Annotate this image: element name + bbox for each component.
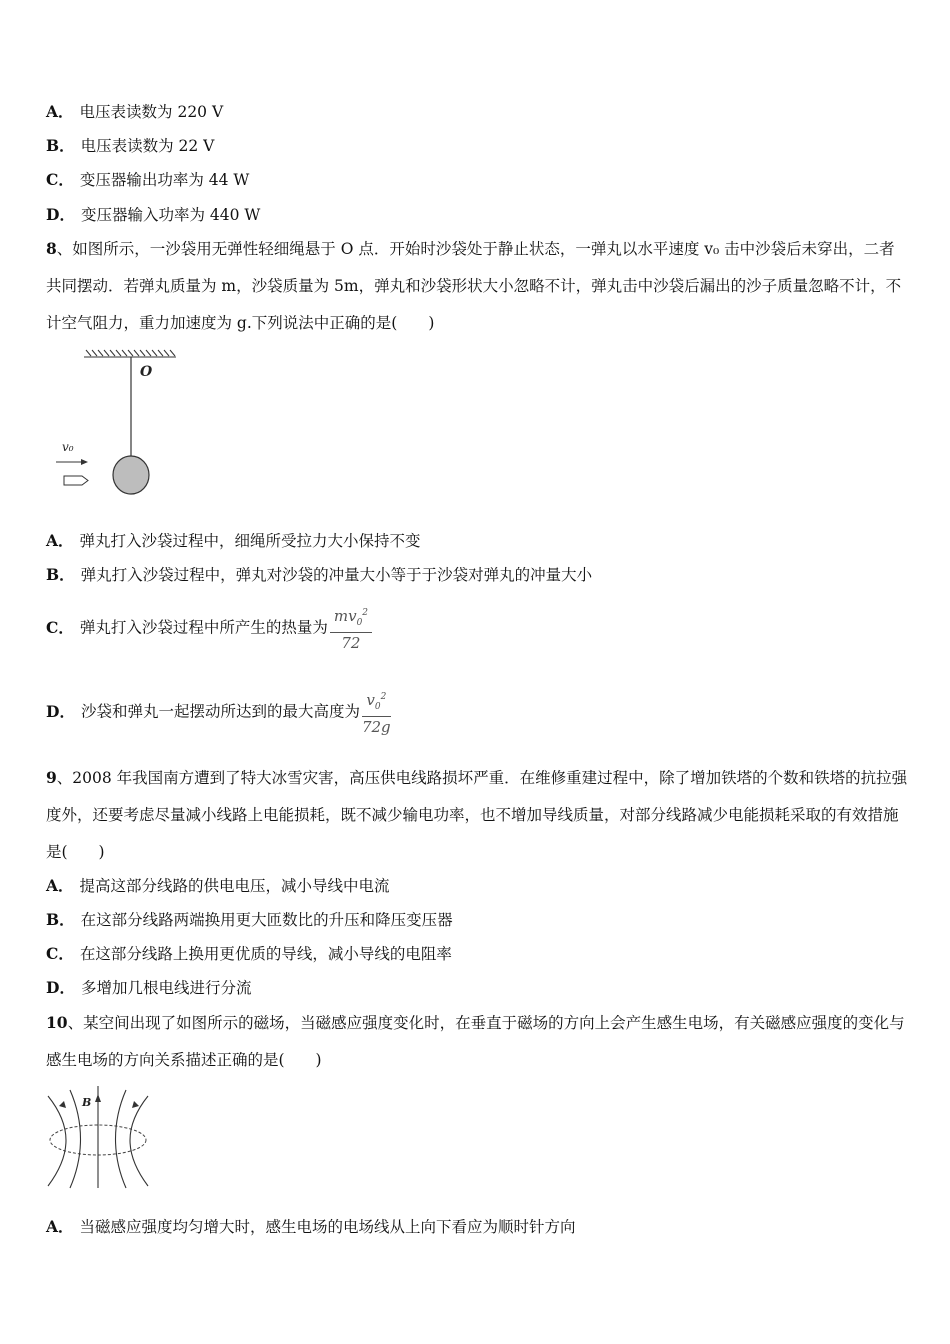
field-line-left-outer bbox=[48, 1096, 66, 1186]
ceiling-hatch bbox=[84, 350, 176, 357]
q10-option-a bbox=[46, 1217, 576, 1237]
q9-option-a bbox=[46, 876, 390, 896]
q9-option-d bbox=[46, 978, 251, 998]
fraction-denominator: 72 bbox=[341, 634, 361, 652]
question-number: 10 bbox=[46, 1013, 68, 1032]
fraction-numerator: $mv_0^2$ bbox=[330, 604, 372, 633]
fraction-denominator: 72g bbox=[361, 718, 391, 736]
option-text: 当磁感应强度均匀增大时，感生电场的电场线从上向下看应为顺时针方向 bbox=[79, 1218, 576, 1236]
q7-option-c bbox=[46, 170, 249, 190]
q7-option-d bbox=[46, 205, 260, 225]
field-line-right-inner bbox=[116, 1090, 127, 1188]
option-text: 电压表读数为 220 V bbox=[79, 103, 224, 121]
option-label: A． bbox=[46, 876, 74, 895]
question-text: 、如图所示，一沙袋用无弹性轻细绳悬于 O 点．开始时沙袋处于静止状态，一弹丸以水平速度 v₀ 击中沙袋后未穿出，二者共同摆动．若弹丸质量为 m，沙袋质量为 5m，弹丸和沙袋形状大小忽略不计，弹丸击中沙袋后漏出的沙子质量忽略不计，不计空气阻力，重力加速度为 g.下列说法中正确的是( ) bbox=[46, 240, 902, 332]
option-label: A． bbox=[46, 1217, 74, 1236]
option-text: 沙袋和弹丸一起摆动所达到的最大高度为 bbox=[80, 702, 360, 721]
q9-option-b bbox=[46, 910, 453, 930]
bullet bbox=[64, 476, 88, 485]
q8-option-d bbox=[46, 688, 391, 737]
question-number: 9 bbox=[46, 768, 57, 787]
point-o-label: O bbox=[140, 364, 153, 380]
option-text: 电压表读数为 22 V bbox=[80, 137, 215, 155]
option-label: A． bbox=[46, 531, 74, 550]
field-line-right-outer bbox=[130, 1096, 148, 1186]
q9-stem bbox=[46, 759, 908, 871]
option-label: B． bbox=[46, 910, 75, 929]
option-label: D． bbox=[46, 978, 75, 997]
option-label: D． bbox=[46, 701, 75, 721]
option-label: B． bbox=[46, 565, 75, 584]
q8-stem bbox=[46, 230, 908, 342]
option-label: C． bbox=[46, 944, 74, 963]
field-arrow-center bbox=[95, 1094, 101, 1102]
q8-option-a bbox=[46, 531, 421, 551]
q9-option-c bbox=[46, 944, 452, 964]
velocity-arrow bbox=[56, 459, 88, 465]
option-text: 在这部分线路上换用更优质的导线，减小导线的电阻率 bbox=[79, 945, 452, 963]
heat-fraction bbox=[330, 604, 372, 653]
option-text: 提高这部分线路的供电电压，减小导线中电流 bbox=[79, 877, 390, 895]
question-text: 、某空间出现了如图所示的磁场，当磁感应强度变化时，在垂直于磁场的方向上会产生感生电场，有关磁感应强度的变化与感生电场的方向关系描述正确的是( ) bbox=[46, 1014, 905, 1069]
option-text: 变压器输出功率为 44 W bbox=[79, 171, 250, 189]
option-label: D． bbox=[46, 205, 75, 224]
option-text: 弹丸打入沙袋过程中，弹丸对沙袋的冲量大小等于于沙袋对弹丸的冲量大小 bbox=[80, 566, 593, 584]
option-label: B． bbox=[46, 136, 75, 155]
question-text: 、2008 年我国南方遭到了特大冰雪灾害，高压供电线路损坏严重．在维修重建过程中，除了增加铁塔的个数和铁塔的抗拉强度外，还要考虑尽量减小线路上电能损耗，既不减少输电功率，也不增加导线质量，对部分线路减少电能损耗采取的有效措施是( ) bbox=[46, 769, 908, 861]
q7-option-a bbox=[46, 102, 223, 122]
q8-option-b bbox=[46, 565, 592, 585]
q8-pendulum-figure bbox=[50, 345, 190, 505]
field-b-label: B bbox=[82, 1096, 92, 1109]
field-arrow-left bbox=[59, 1101, 66, 1108]
option-label: C． bbox=[46, 617, 74, 637]
q10-magnetic-field-figure bbox=[44, 1084, 156, 1190]
field-arrow-right bbox=[132, 1101, 139, 1108]
question-number: 8 bbox=[46, 239, 57, 258]
option-label: A． bbox=[46, 102, 74, 121]
option-text: 变压器输入功率为 440 W bbox=[80, 206, 261, 224]
option-text: 弹丸打入沙袋过程中，细绳所受拉力大小保持不变 bbox=[79, 532, 421, 550]
velocity-label: v₀ bbox=[62, 440, 74, 454]
field-line-left-inner bbox=[70, 1090, 81, 1188]
sandbag bbox=[113, 456, 149, 494]
height-fraction bbox=[362, 688, 391, 737]
fraction-numerator: $v_0^2$ bbox=[362, 688, 391, 717]
q8-option-c bbox=[46, 604, 372, 653]
option-label: C． bbox=[46, 170, 74, 189]
option-text: 弹丸打入沙袋过程中所产生的热量为 bbox=[79, 618, 328, 637]
q10-stem bbox=[46, 1004, 908, 1079]
q7-option-b bbox=[46, 136, 214, 156]
option-text: 多增加几根电线进行分流 bbox=[80, 979, 252, 997]
option-text: 在这部分线路两端换用更大匝数比的升压和降压变压器 bbox=[80, 911, 453, 929]
